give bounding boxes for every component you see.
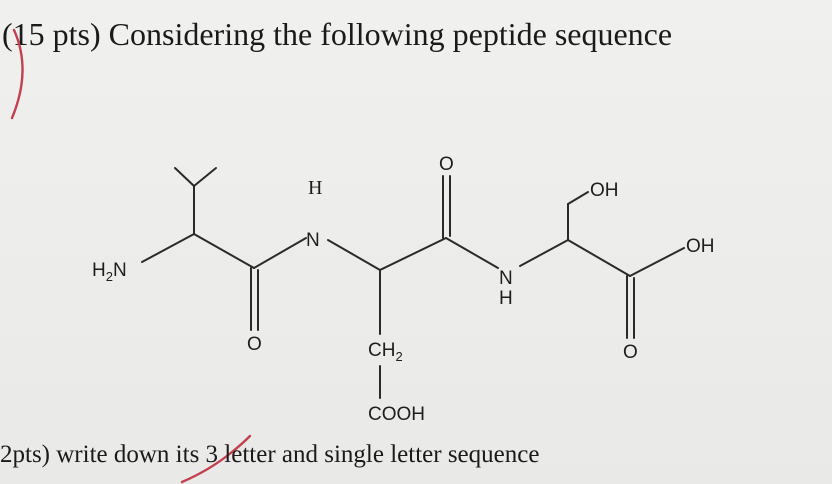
- bond-n2-to-calpha2: [328, 240, 380, 270]
- bond-c3-to-oh: [630, 248, 684, 276]
- bond-calpha1-to-c1: [194, 234, 254, 268]
- bond-c1-to-n2: [254, 238, 306, 268]
- c-terminus-oh-label: OH: [686, 236, 715, 257]
- question-title: (15 pts) Considering the following peptide sequence: [2, 16, 673, 52]
- amide1-n-label: N: [306, 230, 320, 251]
- carbonyl-o2-label: O: [439, 154, 454, 175]
- n-terminus-label: $H_2N$: [92, 260, 127, 284]
- bond-isopropyl-left: [175, 168, 194, 186]
- bond-calpha3-to-c3: [568, 240, 630, 276]
- amide1-h-label: H: [308, 177, 323, 199]
- carbonyl-o3-label: O: [623, 342, 638, 363]
- subquestion-text: 2pts) write down its 3 letter and single letter sequence: [0, 441, 540, 468]
- bond-serine-oh: [568, 192, 588, 204]
- bond-isopropyl-right: [194, 168, 216, 186]
- amide2-n-label: N: [499, 268, 513, 289]
- side-chain-cooh-label: COOH: [368, 404, 425, 425]
- bond-calpha2-to-c2: [380, 238, 446, 270]
- side-chain-ch2-label: $CH_2$: [368, 340, 403, 364]
- carbonyl-o1-label: O: [247, 334, 262, 355]
- bond-n-to-calpha1: [142, 234, 194, 262]
- serine-oh-label: OH: [590, 180, 619, 201]
- amide2-h-label: H: [499, 288, 513, 309]
- pen-bracket-mark: [12, 30, 23, 118]
- bond-c2-to-n3: [446, 238, 498, 268]
- bond-n3-to-calpha3: [520, 240, 568, 266]
